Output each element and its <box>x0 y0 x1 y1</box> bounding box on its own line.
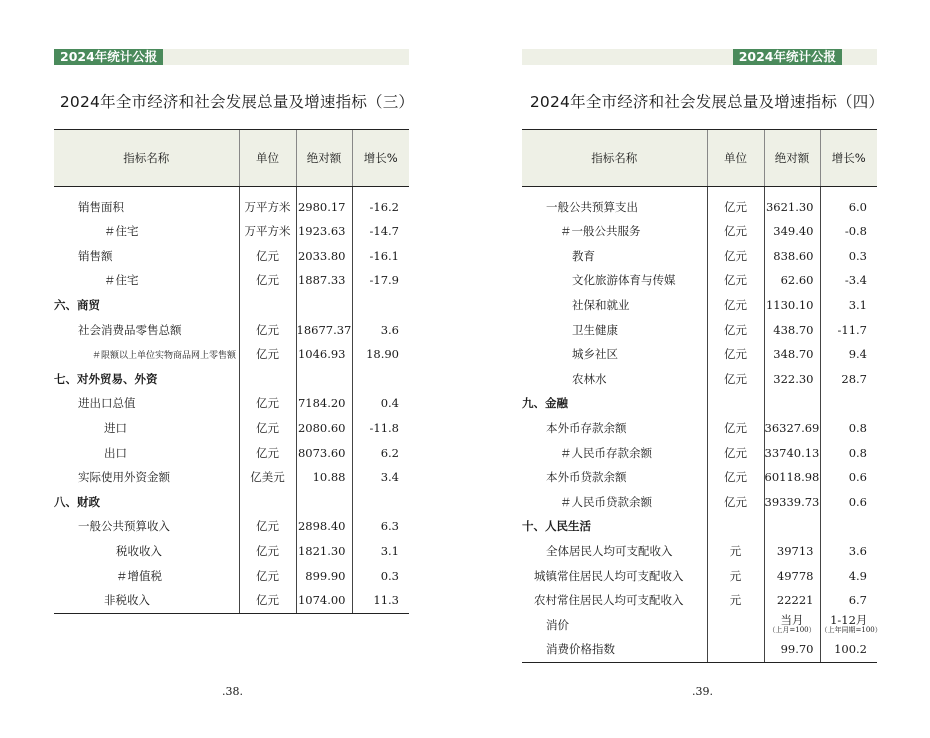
row-name: 出口 <box>104 445 127 460</box>
row-unit: 亿元 <box>707 440 764 465</box>
column-header-growth: 增长% <box>352 130 409 187</box>
row-value: 1130.10 <box>764 293 820 318</box>
row-value: 39339.73 <box>764 490 820 515</box>
row-growth <box>352 293 409 318</box>
row-unit: 亿元 <box>707 342 764 367</box>
row-name: ＃人民币存款余额 <box>560 445 652 460</box>
row-growth: -0.8 <box>820 219 877 244</box>
row-value: 838.60 <box>764 244 820 269</box>
section-row <box>54 490 409 515</box>
stats-table <box>522 129 882 663</box>
row-unit: 亿元 <box>707 416 764 441</box>
row-unit: 亿元 <box>707 244 764 269</box>
row-name: 卫生健康 <box>572 322 618 337</box>
row-growth: 3.1 <box>820 293 877 318</box>
table-row <box>522 588 877 613</box>
table-row <box>54 317 409 342</box>
row-growth: 11.3 <box>352 588 409 613</box>
section-heading: 六、商贸 <box>54 298 100 313</box>
row-growth: -16.1 <box>352 244 409 269</box>
row-unit: 亿元 <box>239 563 296 588</box>
row-growth <box>352 490 409 515</box>
table-row <box>54 514 409 539</box>
header-tag: 2024年统计公报 <box>54 49 163 65</box>
value-note: （上月=100） <box>768 626 816 635</box>
row-value: 1887.33 <box>296 268 352 293</box>
row-value: 22221 <box>764 588 820 613</box>
row-value: 1923.63 <box>296 219 352 244</box>
row-value <box>764 514 820 539</box>
row-name: 销售额 <box>78 248 113 263</box>
row-growth: 0.3 <box>352 563 409 588</box>
row-unit: 亿元 <box>239 317 296 342</box>
column-header-growth: 增长% <box>820 130 877 187</box>
row-value: 39713 <box>764 539 820 564</box>
row-value <box>296 367 352 392</box>
row-unit <box>707 514 764 539</box>
row-unit: 亿元 <box>707 465 764 490</box>
row-growth <box>820 613 882 638</box>
column-header-name: 指标名称 <box>54 130 239 187</box>
section-row <box>54 367 409 392</box>
row-name: ＃住宅 <box>104 224 139 239</box>
table-row <box>54 416 409 441</box>
row-name: 税收收入 <box>116 544 162 559</box>
row-growth: 3.4 <box>352 465 409 490</box>
row-value: 322.30 <box>764 367 820 392</box>
page-number: .39. <box>692 685 713 698</box>
row-growth: 0.3 <box>820 244 877 269</box>
section-heading: 九、金融 <box>522 396 568 411</box>
row-growth: 100.2 <box>820 637 877 662</box>
row-unit: 亿元 <box>239 268 296 293</box>
table-row <box>522 539 877 564</box>
row-name: 文化旅游体育与传媒 <box>572 273 676 288</box>
row-unit: 亿美元 <box>239 465 296 490</box>
row-name: ＃人民币贷款余额 <box>560 494 652 509</box>
row-growth <box>352 367 409 392</box>
row-name: 消价 <box>546 617 569 632</box>
row-growth: -11.8 <box>352 416 409 441</box>
row-unit: 元 <box>707 563 764 588</box>
table-row <box>522 244 877 269</box>
row-value: 49778 <box>764 563 820 588</box>
column-header-name: 指标名称 <box>522 130 707 187</box>
row-unit: 亿元 <box>239 342 296 367</box>
row-value: 1046.93 <box>296 342 352 367</box>
section-row <box>522 391 877 416</box>
table-row <box>54 588 409 613</box>
row-unit: 亿元 <box>239 440 296 465</box>
section-row <box>54 293 409 318</box>
row-name: 非税收入 <box>54 588 239 613</box>
row-unit: 亿元 <box>239 588 296 613</box>
row-value: 899.90 <box>296 563 352 588</box>
row-unit: 亿元 <box>707 293 764 318</box>
row-name: 一般公共预算收入 <box>78 519 170 534</box>
row-growth: 4.9 <box>820 563 877 588</box>
row-growth: 18.90 <box>352 342 409 367</box>
row-growth: -17.9 <box>352 268 409 293</box>
row-name: ＃一般公共服务 <box>560 224 641 239</box>
row-name: 社保和就业 <box>572 298 630 313</box>
row-growth: 9.4 <box>820 342 877 367</box>
row-value: 438.70 <box>764 317 820 342</box>
row-growth: -11.7 <box>820 317 877 342</box>
table-row <box>54 391 409 416</box>
row-name: 教育 <box>572 248 595 263</box>
row-name: 消费价格指数 <box>522 637 707 662</box>
row-name: ＃增值税 <box>116 568 162 583</box>
row-growth: -16.2 <box>352 187 409 220</box>
table-row <box>522 490 877 515</box>
table-header-row <box>54 130 409 187</box>
row-unit <box>707 391 764 416</box>
table-row <box>54 342 409 367</box>
row-name: ＃住宅 <box>104 273 139 288</box>
row-value: 3621.30 <box>764 187 820 220</box>
table-row <box>522 187 877 220</box>
row-value: 8073.60 <box>296 440 352 465</box>
row-value <box>296 293 352 318</box>
table-row <box>522 342 877 367</box>
row-unit <box>707 637 764 662</box>
row-value: 2980.17 <box>296 187 352 220</box>
row-unit: 亿元 <box>707 219 764 244</box>
column-header-unit: 单位 <box>707 130 764 187</box>
row-value: 99.70 <box>764 637 820 662</box>
page-title: 2024年全市经济和社会发展总量及增速指标（四） <box>529 93 885 111</box>
row-value: 18677.37 <box>296 317 352 342</box>
row-unit: 亿元 <box>707 490 764 515</box>
page-number: .38. <box>222 685 243 698</box>
row-name: 进口 <box>104 421 127 436</box>
row-unit: 亿元 <box>707 317 764 342</box>
value-main: 当月 <box>780 613 804 628</box>
row-name: 农林水 <box>572 371 607 386</box>
row-name: 本外币贷款余额 <box>546 470 627 485</box>
row-value: 2080.60 <box>296 416 352 441</box>
row-unit: 元 <box>707 539 764 564</box>
row-growth: 6.0 <box>820 187 877 220</box>
table-row <box>522 367 877 392</box>
table-header-row <box>522 130 877 187</box>
row-unit: 亿元 <box>239 539 296 564</box>
row-growth: 0.8 <box>820 440 877 465</box>
table-row <box>522 563 877 588</box>
row-name: 城乡社区 <box>572 347 618 362</box>
table-row <box>522 268 877 293</box>
row-unit: 万平方米 <box>239 219 296 244</box>
row-value: 1074.00 <box>296 588 352 613</box>
row-value <box>764 613 820 638</box>
row-name: 社会消费品零售总额 <box>78 322 182 337</box>
row-name: 本外币存款余额 <box>546 421 627 436</box>
row-growth: 0.6 <box>820 490 877 515</box>
row-unit: 元 <box>707 588 764 613</box>
column-header-value: 绝对额 <box>764 130 820 187</box>
row-value: 60118.98 <box>764 465 820 490</box>
table-row <box>522 465 877 490</box>
table-row <box>522 637 877 662</box>
stats-table <box>54 129 409 614</box>
growth-main: 1-12月 <box>830 613 868 628</box>
row-name: 实际使用外资金额 <box>78 470 170 485</box>
row-value: 349.40 <box>764 219 820 244</box>
page-title: 2024年全市经济和社会发展总量及增速指标（三） <box>59 93 415 111</box>
row-unit: 亿元 <box>239 391 296 416</box>
row-growth: 3.1 <box>352 539 409 564</box>
row-value: 33740.13 <box>764 440 820 465</box>
row-value <box>296 490 352 515</box>
table-row <box>54 219 409 244</box>
row-unit <box>239 293 296 318</box>
row-unit: 万平方米 <box>239 187 296 220</box>
row-growth: 0.4 <box>352 391 409 416</box>
row-name: 进出口总值 <box>78 396 136 411</box>
right-page <box>465 0 930 738</box>
table-row <box>522 416 877 441</box>
row-growth: 3.6 <box>820 539 877 564</box>
row-value: 10.88 <box>296 465 352 490</box>
row-value: 1821.30 <box>296 539 352 564</box>
row-unit: 亿元 <box>239 514 296 539</box>
row-growth: 6.2 <box>352 440 409 465</box>
row-name: 城镇常住居民人均可支配收入 <box>534 568 684 583</box>
row-growth: 6.7 <box>820 588 877 613</box>
table-row <box>54 440 409 465</box>
table-row <box>522 440 877 465</box>
row-growth: 6.3 <box>352 514 409 539</box>
row-name: 一般公共预算支出 <box>546 200 638 214</box>
row-unit: 亿元 <box>239 416 296 441</box>
column-header-unit: 单位 <box>239 130 296 187</box>
table-row <box>522 293 877 318</box>
table-row <box>522 317 877 342</box>
row-name: ＃限额以上单位实物商品网上零售额 <box>92 350 237 361</box>
row-value: 36327.69 <box>764 416 820 441</box>
table-row <box>54 268 409 293</box>
row-value: 348.70 <box>764 342 820 367</box>
row-growth: -14.7 <box>352 219 409 244</box>
row-unit: 亿元 <box>707 187 764 220</box>
table-row <box>54 465 409 490</box>
table-row <box>522 613 877 638</box>
row-value: 2033.80 <box>296 244 352 269</box>
row-unit: 亿元 <box>707 268 764 293</box>
row-growth: -3.4 <box>820 268 877 293</box>
row-unit: 亿元 <box>707 367 764 392</box>
row-unit <box>707 613 764 638</box>
row-name: 销售面积 <box>78 200 124 214</box>
row-name: 全体居民人均可支配收入 <box>546 544 673 559</box>
column-header-value: 绝对额 <box>296 130 352 187</box>
section-heading: 八、财政 <box>54 494 100 509</box>
row-growth: 28.7 <box>820 367 877 392</box>
section-heading: 七、对外贸易、外资 <box>54 371 158 386</box>
growth-note: （上年同期=100） <box>820 626 882 635</box>
table-row <box>54 563 409 588</box>
row-growth <box>820 514 877 539</box>
row-value: 7184.20 <box>296 391 352 416</box>
row-growth: 0.8 <box>820 416 877 441</box>
table-row <box>54 539 409 564</box>
row-value <box>764 391 820 416</box>
row-value: 62.60 <box>764 268 820 293</box>
table-row <box>54 244 409 269</box>
table-row <box>54 187 409 220</box>
row-unit: 亿元 <box>239 244 296 269</box>
section-row <box>522 514 877 539</box>
row-unit <box>239 367 296 392</box>
section-heading: 十、人民生活 <box>522 519 591 534</box>
header-tag: 2024年统计公报 <box>733 49 842 65</box>
row-name: 农村常住居民人均可支配收入 <box>534 593 684 608</box>
table-row <box>522 219 877 244</box>
row-value: 2898.40 <box>296 514 352 539</box>
row-growth: 3.6 <box>352 317 409 342</box>
row-growth <box>820 391 877 416</box>
row-growth: 0.6 <box>820 465 877 490</box>
row-unit <box>239 490 296 515</box>
